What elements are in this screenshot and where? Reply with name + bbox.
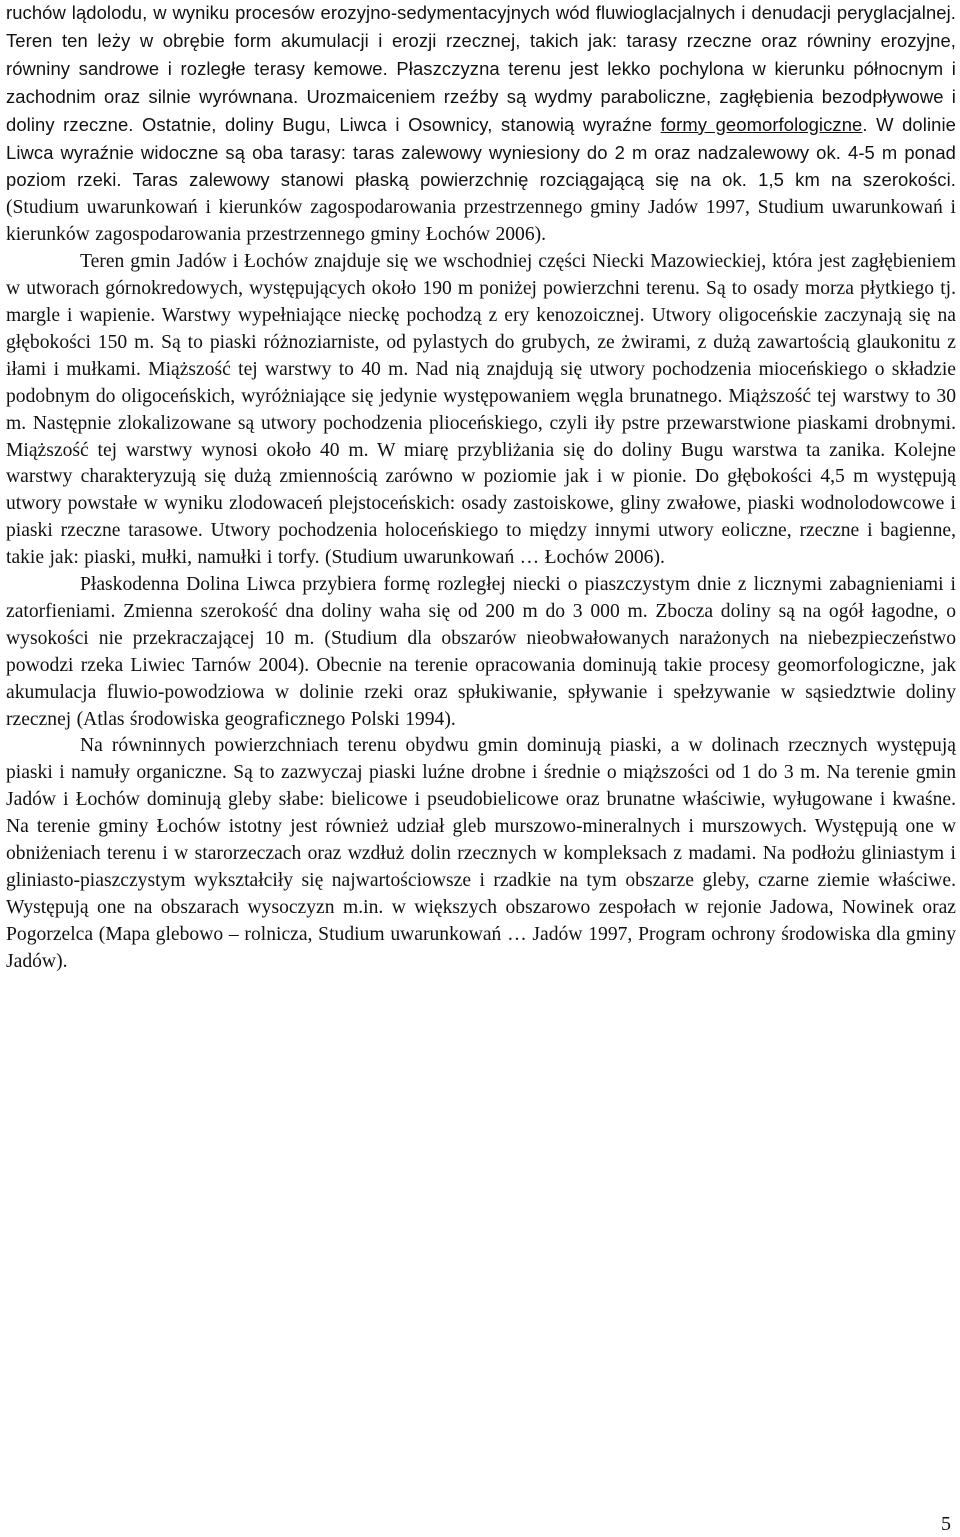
geomorphology-link-text: formy geomorfologiczne [660,113,863,135]
paragraph-soils: Na równinnych powierzchniach terenu obydwu gmin dominują piaski, a w dolinach rzecznych występują piaski i namuły organiczne. Są to zazwyczaj piaski luźne drobne i średnie o miąższości od 1 do 3 m. Na terenie gmin Jadów i Łochów dominują gleby słabe: bielicowe i pseudobielicowe oraz brunatne właściwie, wyługowane i kwaśne. Na terenie gminy Łochów istotny jest również udział gleb murszowo-mineralnych i murszowych. Występują one w obniżeniach terenu i w starorzeczach oraz wzdłuż dolin rzecznych w kompleksach z madami. Na podłożu gliniastym i gliniasto-piaszczystym wykształciły się najwartościowsze i rzadkie na tym obszarze gleby, czarne ziemie właściwe. Występują one na obszarach wysoczyzn m.in. w większych obszarowo zespołach w rejonie Jadowa, Nowinek oraz Pogorzelca (Mapa glebowo – rolnicza, Studium uwarunkowań … Jadów 1997, Program ochrony środowiska dla gminy Jadów). [6,735,956,972]
paragraph-geomorphology-text: ruchów lądolodu, w wyniku procesów erozyjno-sedymentacyjnych wód fluwioglacjalnych i denudacji peryglacjalnej. Teren ten leży w obrębie form akumulacji i erozji rzecznej, takich jak: tarasy rzeczne oraz równiny erozyjne, równiny sandrowe i rozległe terasy kemowe. Płaszczyzna terenu jest lekko pochylona w kierunku północnym i zachodnim oraz silnie wyrównana. Urozmaiceniem rzeźby są wydmy paraboliczne, zagłębienia bezodpływowe i doliny rzeczne. Ostatnie, doliny Bugu, Liwca i Osownicy, stanowią wyraźne [6,2,956,135]
paragraph-geomorphology-citation: (Studium uwarunkowań i kierunków zagospodarowania przestrzennego gminy Jadów 1997, Studium uwarunkowań i kierunków zagospodarowania przestrzennego gminy Łochów 2006). [6,197,956,246]
paragraph-geomorphology-text-end: . W dolinie Liwca wyraźnie widoczne są oba tarasy: taras zalewowy wyniesiony do 2 m oraz nadzalewowy ok. 4-5 m ponad poziom rzeki. Taras zalewowy stanowi płaską powierzchnię rozciągającą się na ok. 1,5 km na szerokości. [6,113,956,191]
page-number: 5 [941,1513,951,1535]
paragraph-liwiec-valley: Płaskodenna Dolina Liwca przybiera formę rozległej niecki o piaszczystym dnie z licznymi zabagnieniami i zatorfieniami. Zmienna szerokość dna doliny waha się od 200 m do 3 000 m. Zbocza doliny są na ogół łagodne, o wysokości nie przekraczającej 10 m. (Studium dla obszarów nieobwałowanych narażonych na niebezpieczeństwo powodzi rzeka Liwiec Tarnów 2004). Obecnie na terenie opracowania dominują takie procesy geomorfologiczne, jak akumulacja fluwio-powodziowa w dolinie rzeki oraz spłukiwanie, spływanie i spełzywanie w sąsiedztwie doliny rzecznej (Atlas środowiska geograficznego Polski 1994). [6,574,956,730]
paragraph-geology: Teren gmin Jadów i Łochów znajduje się we wschodniej części Niecki Mazowieckiej, która jest zagłębieniem w utworach górnokredowych, występujących około 190 m poniżej powierzchni terenu. Są to osady morza płytkiego tj. margle i wapienie. Warstwy wypełniające nieckę pochodzą z ery kenozoicznej. Utwory oligoceńskie zaczynają się na głębokości 150 m. Są to piaski różnoziarniste, od pylastych do grubych, ze żwirami, z dużą zawartością glaukonitu z iłami i mułkami. Miąższość tej warstwy to 40 m. Nad nią znajdują się utwory pochodzenia mioceńskiego o składzie podobnym do oligoceńskich, wyróżniające się jedynie występowaniem węgla brunatnego. Miąższość tej warstwy to 30 m. Następnie zlokalizowane są utwory pochodzenia plioceńskiego, czyli iły pstre przewarstwione piaskami drobnymi. Miąższość tej warstwy wynosi około 40 m. W miarę przybliżania się do doliny Bugu warstwa ta zanika. Kolejne warstwy charakteryzują się dużą zmiennością zarówno w poziomie jak i w pionie. Do głębokości 4,5 m występują utwory powstałe w wyniku zlodowaceń plejstoceńskich: osady zastoiskowe, gliny zwałowe, piaski wodnolodowcowe i piaski rzeczne tarasowe. Utwory pochodzenia holoceńskiego to między innymi utwory eoliczne, rzeczne i bagienne, takie jak: piaski, mułki, namułki i torfy. (Studium uwarunkowań … Łochów 2006). [6,251,956,569]
document-page [6,0,956,976]
paragraph-geomorphology [6,0,956,249]
